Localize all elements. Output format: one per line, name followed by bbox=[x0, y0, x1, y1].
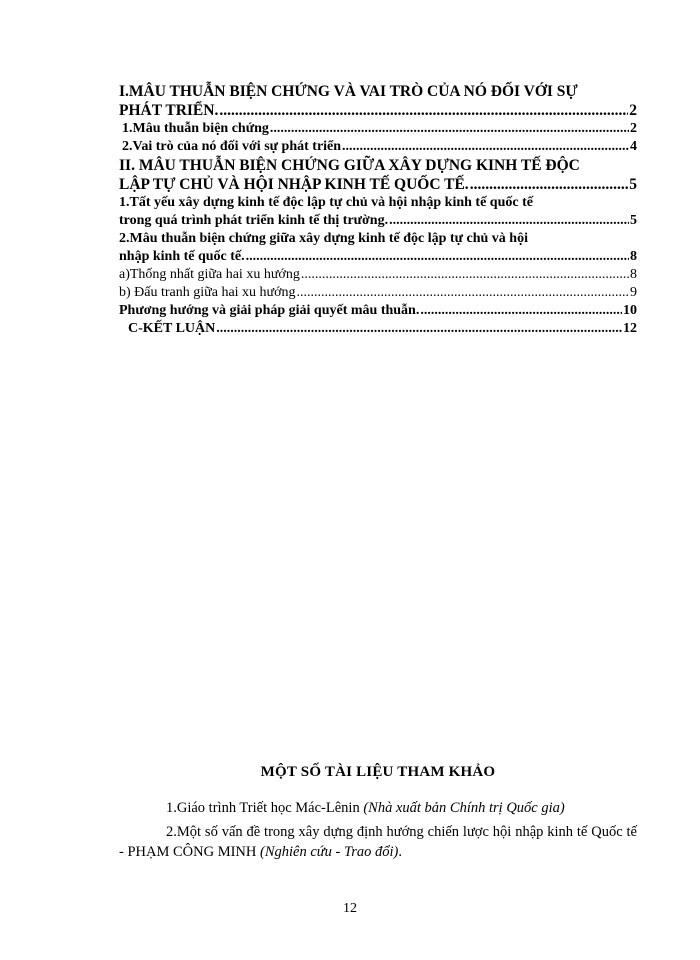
toc-entry-text: II. MÂU THUẪN BIỆN CHỨNG GIỮA XÂY DỰNG KINH TẾ ĐỘC bbox=[119, 157, 580, 174]
toc-entry[interactable] bbox=[119, 82, 637, 101]
references-section bbox=[119, 762, 637, 866]
toc-page-number: 5 bbox=[629, 176, 637, 193]
reference-publisher: (Nhà xuất bản Chính trị Quốc gia) bbox=[363, 800, 565, 816]
toc-entry[interactable] bbox=[119, 212, 637, 230]
toc-page-number: 2 bbox=[629, 102, 637, 119]
toc-entry[interactable] bbox=[119, 302, 637, 320]
references-title: MỘT SỐ TÀI LIỆU THAM KHẢO bbox=[260, 764, 496, 780]
toc-entry[interactable] bbox=[119, 120, 637, 138]
toc-entry-text: PHÁT TRIỂN. bbox=[119, 102, 219, 119]
toc-page-number: 12 bbox=[623, 321, 637, 336]
toc-entry[interactable] bbox=[119, 101, 637, 120]
reference-text: 1.Giáo trình Triết học Mác-Lênin bbox=[166, 800, 364, 816]
toc-leader-dots bbox=[216, 320, 622, 338]
toc-leader-dots bbox=[470, 175, 629, 194]
toc-page-number: 9 bbox=[630, 285, 637, 300]
toc-leader-dots bbox=[301, 266, 629, 284]
toc-entry-text: a)Thống nhất giữa hai xu hướng bbox=[119, 267, 300, 282]
toc-leader-dots bbox=[219, 101, 628, 120]
reference-item bbox=[119, 798, 637, 818]
reference-text: 2.Một số vấn đề trong xây dựng định hướng chiến lược hội nhập kinh tế Quốc tế - PHẠM CÔNG MINH bbox=[119, 824, 637, 860]
toc-leader-dots bbox=[270, 120, 629, 138]
reference-item bbox=[119, 822, 637, 862]
toc-leader-dots bbox=[420, 302, 622, 320]
toc-entry[interactable] bbox=[119, 175, 637, 194]
table-of-contents bbox=[119, 82, 637, 338]
toc-entry-text: 1.Mâu thuẫn biện chứng bbox=[122, 121, 269, 136]
toc-page-number: 8 bbox=[630, 249, 637, 264]
toc-entry-text: 2.Vai trò của nó đối với sự phát triển bbox=[122, 139, 342, 154]
toc-entry-text: 1.Tất yếu xây dựng kinh tế độc lập tự chủ và hội nhập kinh tế quốc tế bbox=[119, 195, 533, 210]
reference-publisher: (Nghiên cứu - Trao đổi) bbox=[259, 844, 399, 860]
toc-leader-dots bbox=[389, 212, 629, 230]
toc-entry[interactable] bbox=[119, 230, 637, 248]
toc-entry-text: b) Đấu tranh giữa hai xu hướng bbox=[119, 285, 296, 300]
toc-entry[interactable] bbox=[119, 248, 637, 266]
toc-leader-dots bbox=[297, 284, 629, 302]
toc-entry[interactable] bbox=[119, 156, 637, 175]
toc-entry[interactable] bbox=[119, 284, 637, 302]
toc-page-number: 2 bbox=[630, 121, 637, 136]
toc-entry-text: trong quá trình phát triển kinh tế thị trường. bbox=[119, 213, 389, 228]
toc-page-number: 5 bbox=[630, 213, 637, 228]
toc-page-number: 4 bbox=[630, 139, 637, 154]
toc-entry[interactable] bbox=[119, 138, 637, 156]
toc-entry-text: C-KẾT LUẬN bbox=[128, 321, 216, 336]
reference-end: . bbox=[398, 844, 403, 860]
toc-leader-dots bbox=[246, 248, 629, 266]
toc-entry-text: I.MÂU THUẪN BIỆN CHỨNG VÀ VAI TRÒ CỦA NÓ ĐỐI VỚI SỰ bbox=[119, 83, 578, 100]
toc-entry[interactable] bbox=[119, 194, 637, 212]
toc-page-number: 8 bbox=[630, 267, 637, 282]
toc-entry-text: Phương hướng và giải pháp giải quyết mâu thuẫn. bbox=[119, 303, 420, 318]
toc-entry-text: LẬP TỰ CHỦ VÀ HỘI NHẬP KINH TẾ QUỐC TẾ. bbox=[119, 176, 469, 193]
toc-entry[interactable] bbox=[119, 266, 637, 284]
toc-leader-dots bbox=[342, 138, 629, 156]
toc-entry-text: nhập kinh tế quốc tế. bbox=[119, 249, 245, 264]
toc-page-number: 10 bbox=[623, 303, 637, 318]
toc-entry-text: 2.Mâu thuẫn biện chứng giữa xây dựng kinh tế độc lập tự chủ và hội bbox=[119, 231, 528, 246]
page-number: 12 bbox=[343, 901, 357, 916]
toc-entry[interactable] bbox=[119, 320, 637, 338]
